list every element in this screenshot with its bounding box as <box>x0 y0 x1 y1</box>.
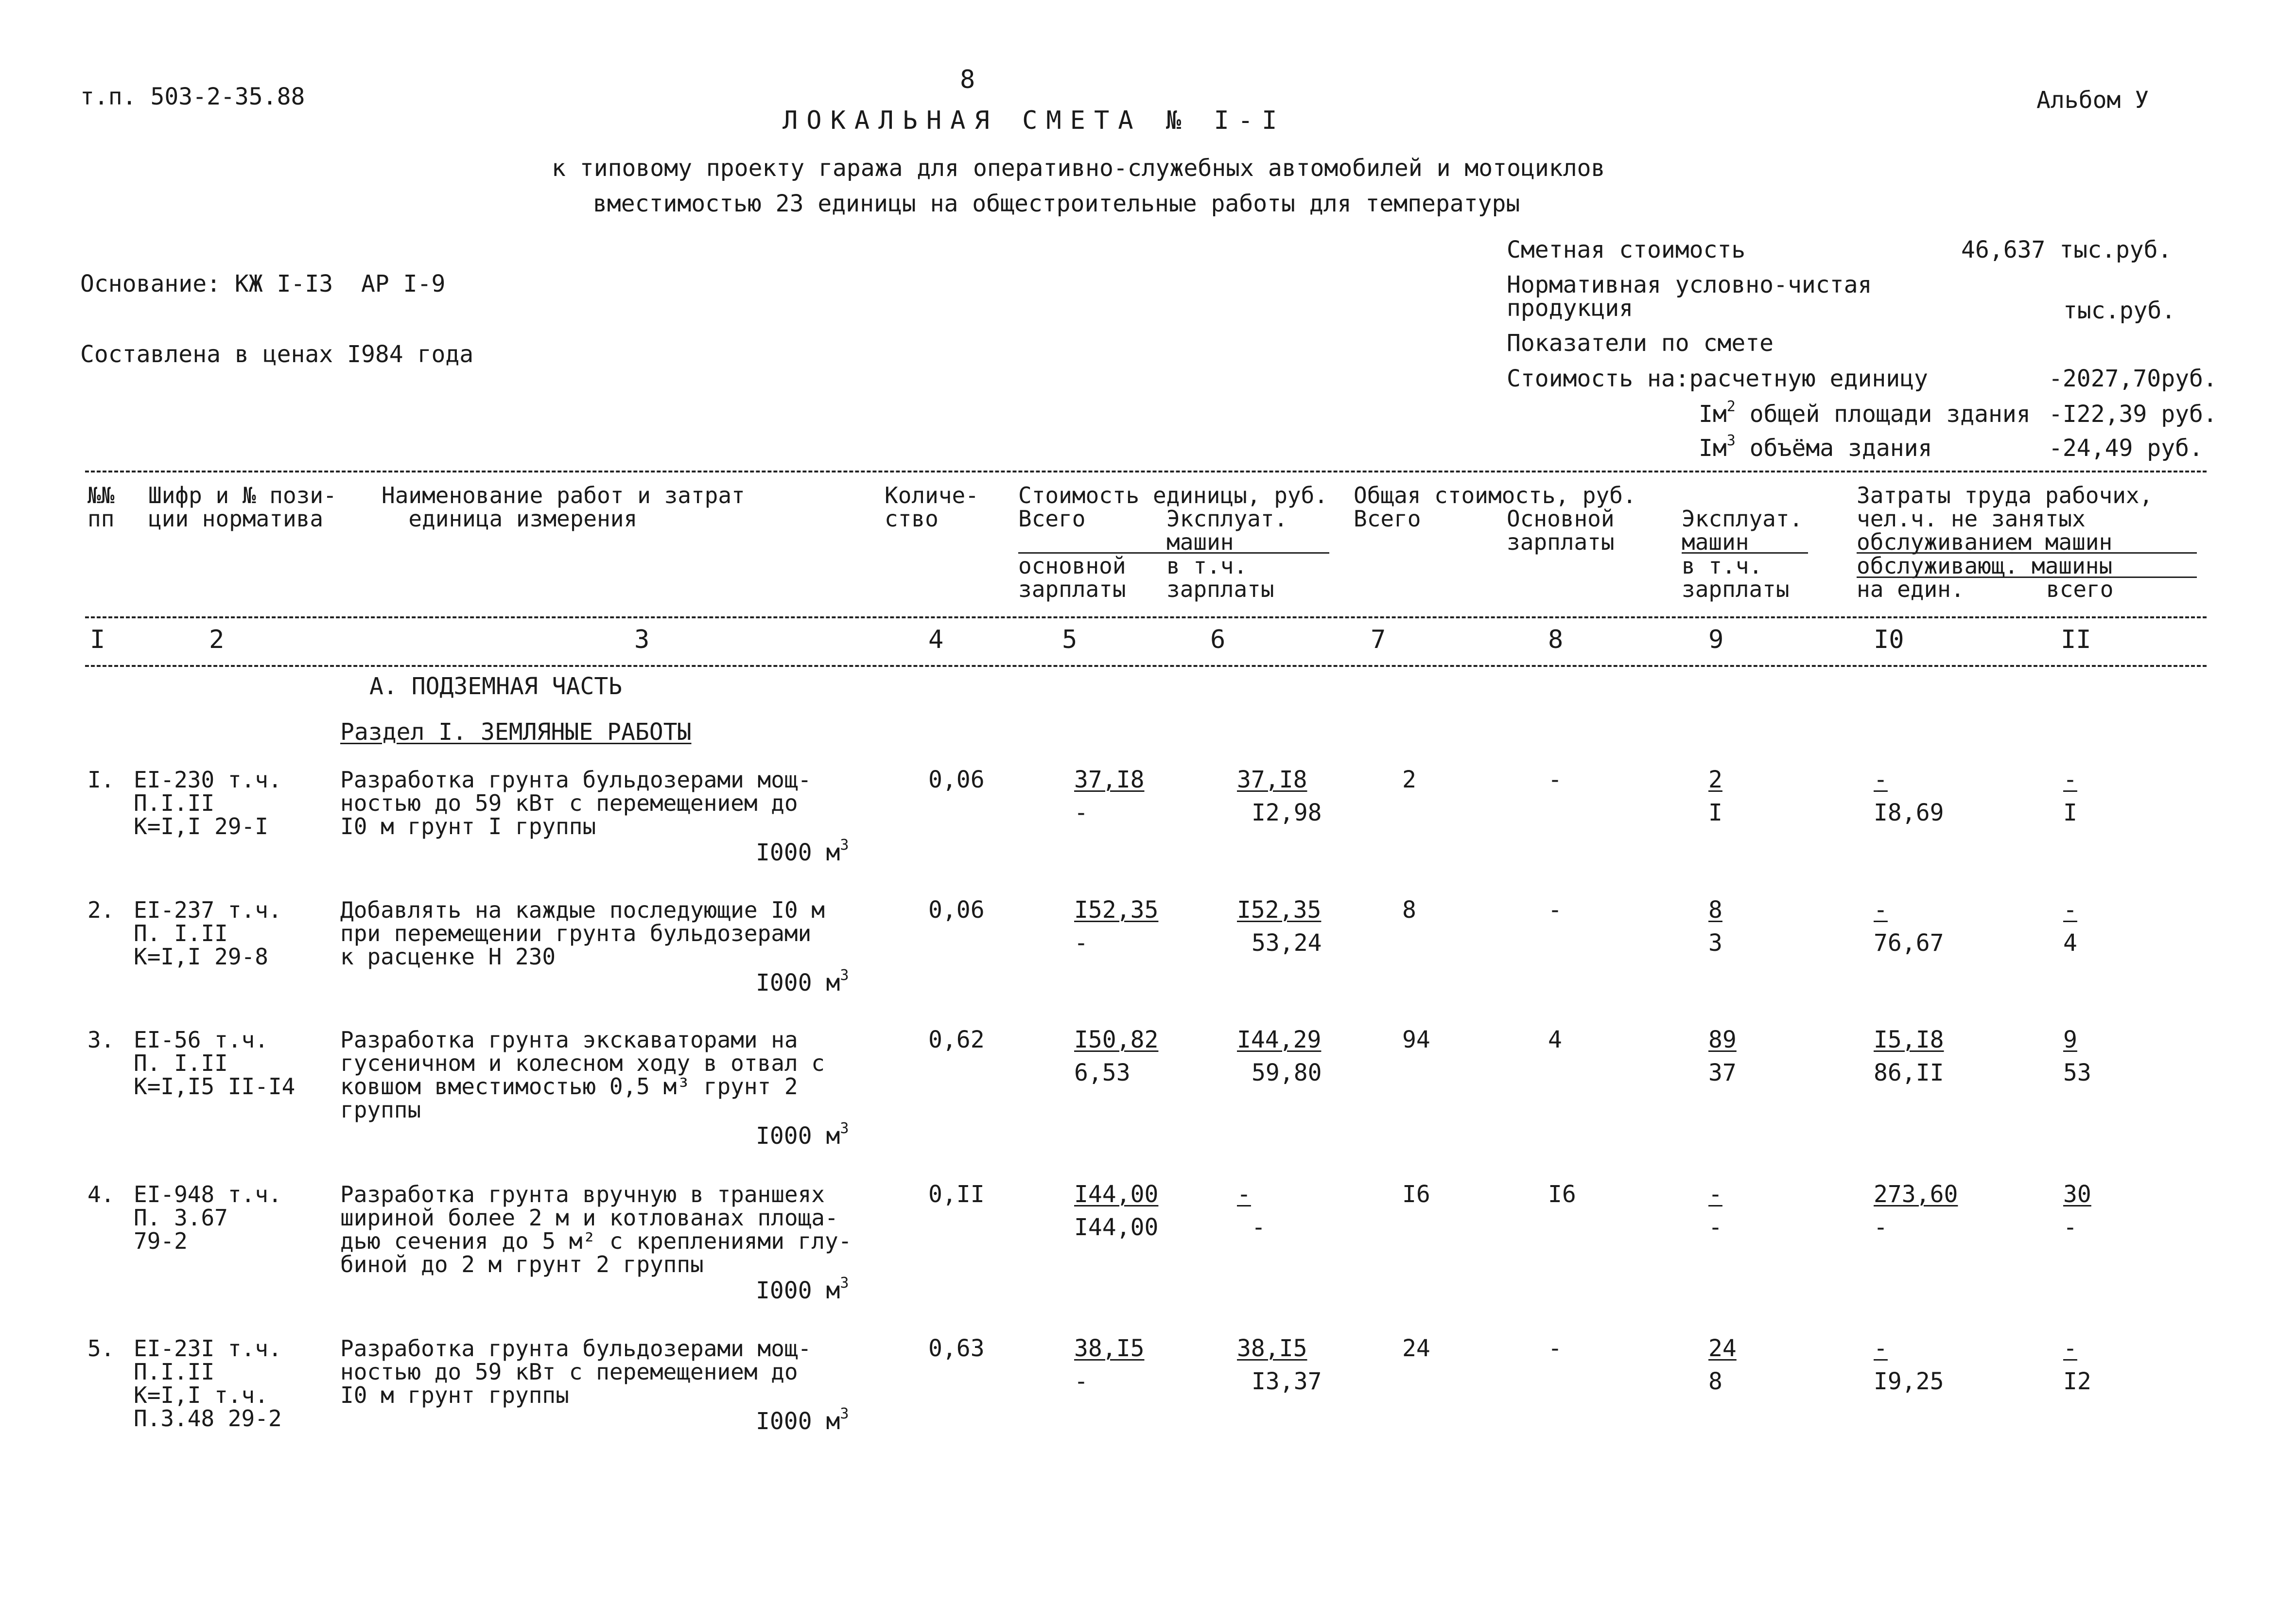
row-code: EI-23I т.ч. П.I.II К=I,I т.ч. П.3.48 29-2 <box>134 1335 282 1432</box>
estimated-cost-label: Сметная стоимость <box>1507 236 1746 263</box>
row-code: EI-948 т.ч. П. 3.67 79-2 <box>134 1181 282 1254</box>
header-bottom-rule <box>85 665 2207 667</box>
total-cost-divider <box>1682 552 1808 554</box>
row-unit-total: I52,35 <box>1074 896 1159 924</box>
row-unit-total: I50,82 <box>1074 1026 1159 1053</box>
column-number-8: 8 <box>1548 625 1564 654</box>
row-unit-machine-wages: 53,24 <box>1252 929 1322 957</box>
row-total-wages: - <box>1548 896 1562 924</box>
row-unit: I000 $м^3$ <box>756 1120 849 1150</box>
row-total-machine-wages: 8 <box>1708 1368 1722 1395</box>
header-middle-rule <box>85 616 2207 618</box>
column-header-unit-machines: Эксплуат. машин <box>1166 506 1288 555</box>
column-header-total: Всего <box>1354 506 1421 532</box>
document-title: ЛОКАЛЬНАЯ СМЕТА № I-I <box>783 106 1286 135</box>
row-unit-machine-wages: I3,37 <box>1252 1368 1322 1395</box>
row-labor-total: - <box>2063 896 2077 924</box>
row-work-name: Разработка грунта бульдозерами мощ- ностью до 59 кВт с перемещением до I0 м грунт I группы <box>340 767 812 839</box>
row-unit-wages: - <box>1074 929 1088 957</box>
row-quantity: 0,06 <box>928 766 985 793</box>
row-unit-machines: 38,I5 <box>1237 1335 1307 1362</box>
column-group-total-cost: Общая стоимость, руб. <box>1354 482 1636 508</box>
row-labor-total: 9 <box>2063 1026 2077 1053</box>
album-label: Альбом У <box>2036 87 2149 114</box>
normative-product-label: Нормативная условно-чистая <box>1507 271 1872 298</box>
row-number: I. <box>87 767 115 793</box>
column-number-9: 9 <box>1708 625 1724 654</box>
row-quantity: 0,63 <box>928 1335 985 1362</box>
column-header-quantity: Количе- ство <box>885 482 979 532</box>
row-total-wages: - <box>1548 1335 1562 1362</box>
column-number-2: 2 <box>209 625 225 654</box>
section-heading: Раздел I. ЗЕМЛЯНЫЕ РАБОТЫ <box>340 718 692 746</box>
estimated-cost-value: 46,637 тыс.руб. <box>1961 236 2172 263</box>
row-labor-per-unit-bottom: 76,67 <box>1874 929 1944 957</box>
row-total: I6 <box>1402 1181 1430 1208</box>
row-labor-per-unit-bottom: I9,25 <box>1874 1368 1944 1395</box>
indicators-label: Показатели по смете <box>1507 330 1774 357</box>
row-total-machines: - <box>1708 1181 1722 1208</box>
column-header-number: №№ пп <box>87 482 115 532</box>
column-header-labor-per-unit: на един. <box>1857 576 1965 602</box>
row-labor-per-unit-bottom: 86,II <box>1874 1059 1944 1086</box>
row-unit-total: I44,00 <box>1074 1181 1159 1208</box>
row-total-machine-wages: 37 <box>1708 1059 1737 1086</box>
row-unit-total: 38,I5 <box>1074 1335 1145 1362</box>
column-number-1: I <box>90 625 105 654</box>
column-group-labor-sub: обслуживающ. машины <box>1857 553 2113 579</box>
area-indicator-value: -I22,39 руб. <box>2049 401 2217 428</box>
row-total-machine-wages: - <box>1708 1214 1722 1241</box>
row-total-wages: 4 <box>1548 1026 1562 1053</box>
volume-indicator-value: -24,49 руб. <box>2049 435 2203 462</box>
row-work-name: Разработка грунта экскаваторами на гусеничном и колесном ходу в отвал с ковшом вместимостью 0,5 м³ грунт 2 группы <box>340 1027 825 1123</box>
row-labor-total-bottom: - <box>2063 1214 2077 1241</box>
column-header-labor-total: всего <box>2046 576 2114 602</box>
column-header-code: Шифр и № пози- ции норматива <box>148 482 337 532</box>
row-labor-per-unit: 273,60 <box>1874 1181 1958 1208</box>
row-unit-machine-wages: 59,80 <box>1252 1059 1322 1086</box>
row-unit-machines: I52,35 <box>1237 896 1322 924</box>
row-number: 4. <box>87 1181 115 1207</box>
column-number-7: 7 <box>1371 625 1386 654</box>
row-code: EI-237 т.ч. П. I.II К=I,I 29-8 <box>134 897 282 970</box>
row-unit-machine-wages: - <box>1252 1214 1266 1241</box>
row-total-machines: 24 <box>1708 1335 1737 1362</box>
row-number: 3. <box>87 1027 115 1053</box>
row-unit-machines: I44,29 <box>1237 1026 1322 1053</box>
column-header-name: Наименование работ и затрат единица измерения <box>382 482 745 532</box>
document-code: т.п. 503-2-35.88 <box>80 83 305 110</box>
row-total: 24 <box>1402 1335 1430 1362</box>
row-labor-per-unit: - <box>1874 1335 1888 1362</box>
row-work-name: Разработка грунта бульдозерами мощ- ностью до 59 кВт с перемещением до I0 м грунт группы <box>340 1335 812 1408</box>
row-labor-total: - <box>2063 766 2077 793</box>
column-header-total-machine-wages: в т.ч. зарплаты <box>1682 553 1790 602</box>
normative-product-label-2: продукция <box>1507 295 1634 322</box>
unit-cost-divider <box>1018 552 1329 554</box>
unit-cost-label: Стоимость на:расчетную единицу <box>1507 365 1928 392</box>
column-number-6: 6 <box>1210 625 1226 654</box>
row-labor-per-unit-bottom: I8,69 <box>1874 799 1944 826</box>
volume-indicator: $Iм^3$ объёма здания <box>1699 432 1932 462</box>
row-unit-total: 37,I8 <box>1074 766 1145 793</box>
row-quantity: 0,06 <box>928 896 985 924</box>
row-unit-machine-wages: I2,98 <box>1252 799 1322 826</box>
row-total: 94 <box>1402 1026 1430 1053</box>
row-unit: I000 $м^3$ <box>756 837 849 866</box>
row-labor-total: - <box>2063 1335 2077 1362</box>
row-unit: I000 $м^3$ <box>756 1275 849 1304</box>
column-header-unit-machine-wages: в т.ч. зарплаты <box>1166 553 1274 602</box>
row-unit-wages: - <box>1074 1368 1088 1395</box>
part-heading: А. ПОДЗЕМНАЯ ЧАСТЬ <box>369 673 623 700</box>
column-group-labor: Затраты труда рабочих, чел.ч. не занятых обслуживанием машин <box>1857 482 2153 555</box>
row-code: EI-230 т.ч. П.I.II К=I,I 29-I <box>134 767 282 839</box>
row-unit-machines: - <box>1237 1181 1251 1208</box>
row-unit-wages: I44,00 <box>1074 1214 1159 1241</box>
row-total: 8 <box>1402 896 1416 924</box>
row-number: 2. <box>87 897 115 923</box>
row-unit: I000 $м^3$ <box>756 967 849 996</box>
area-indicator: $Iм^2$ общей площади здания <box>1699 398 2031 428</box>
row-unit-wages: - <box>1074 799 1088 826</box>
column-group-unit-cost: Стоимость единицы, руб. <box>1018 482 1328 508</box>
row-labor-per-unit: - <box>1874 896 1888 924</box>
subtitle-line-1: к типовому проекту гаража для оперативно-служебных автомобилей и мотоциклов <box>552 155 1605 182</box>
column-number-11: II <box>2061 625 2091 654</box>
column-number-5: 5 <box>1062 625 1078 654</box>
prices-year-text: Составлена в ценах I984 года <box>80 341 474 368</box>
column-header-total-machines: Эксплуат. машин <box>1682 506 1803 555</box>
row-total-wages: - <box>1548 766 1562 793</box>
row-unit: I000 $м^3$ <box>756 1405 849 1435</box>
row-work-name: Добавлять на каждые последующие I0 м при перемещении грунта бульдозерами к расценке Н 230 <box>340 897 825 970</box>
row-labor-per-unit: - <box>1874 766 1888 793</box>
unit-cost-value: -2027,70руб. <box>2049 365 2217 392</box>
column-number-4: 4 <box>928 625 944 654</box>
row-total-machine-wages: I <box>1708 799 1722 826</box>
header-top-rule <box>85 471 2207 472</box>
row-number: 5. <box>87 1335 115 1362</box>
column-number-10: I0 <box>1874 625 1904 654</box>
row-total-machine-wages: 3 <box>1708 929 1722 957</box>
row-total-machines: 2 <box>1708 766 1722 793</box>
row-total-machines: 8 <box>1708 896 1722 924</box>
subtitle-line-2: вместимостью 23 единицы на общестроительные работы для температуры <box>593 190 1520 217</box>
row-labor-total-bottom: I2 <box>2063 1368 2091 1395</box>
row-labor-per-unit-bottom: - <box>1874 1214 1888 1241</box>
row-unit-machines: 37,I8 <box>1237 766 1307 793</box>
column-header-total-wages: Основной зарплаты <box>1507 506 1615 555</box>
column-header-unit-wages: основной зарплаты <box>1018 553 1126 602</box>
row-quantity: 0,62 <box>928 1026 985 1053</box>
row-code: EI-56 т.ч. П. I.II К=I,I5 II-I4 <box>134 1027 296 1100</box>
basis-text: Основание: КЖ I-I3 АР I-9 <box>80 270 446 297</box>
page-number: 8 <box>960 65 975 94</box>
row-labor-total-bottom: I <box>2063 799 2077 826</box>
row-labor-per-unit: I5,I8 <box>1874 1026 1944 1053</box>
column-number-3: 3 <box>634 625 650 654</box>
row-labor-total-bottom: 53 <box>2063 1059 2091 1086</box>
row-labor-total-bottom: 4 <box>2063 929 2077 957</box>
normative-product-value: тыс.руб. <box>2063 297 2176 324</box>
row-unit-wages: 6,53 <box>1074 1059 1131 1086</box>
row-quantity: 0,II <box>928 1181 985 1208</box>
row-work-name: Разработка грунта вручную в траншеях шириной более 2 м и котлованах площа- дью сечения до 5 м² с креплениями глу- биной до 2 м грунт 2 группы <box>340 1181 852 1277</box>
row-total-wages: I6 <box>1548 1181 1576 1208</box>
row-total: 2 <box>1402 766 1416 793</box>
column-header-unit-total: Всего <box>1018 506 1086 532</box>
row-total-machines: 89 <box>1708 1026 1737 1053</box>
row-labor-total: 30 <box>2063 1181 2091 1208</box>
